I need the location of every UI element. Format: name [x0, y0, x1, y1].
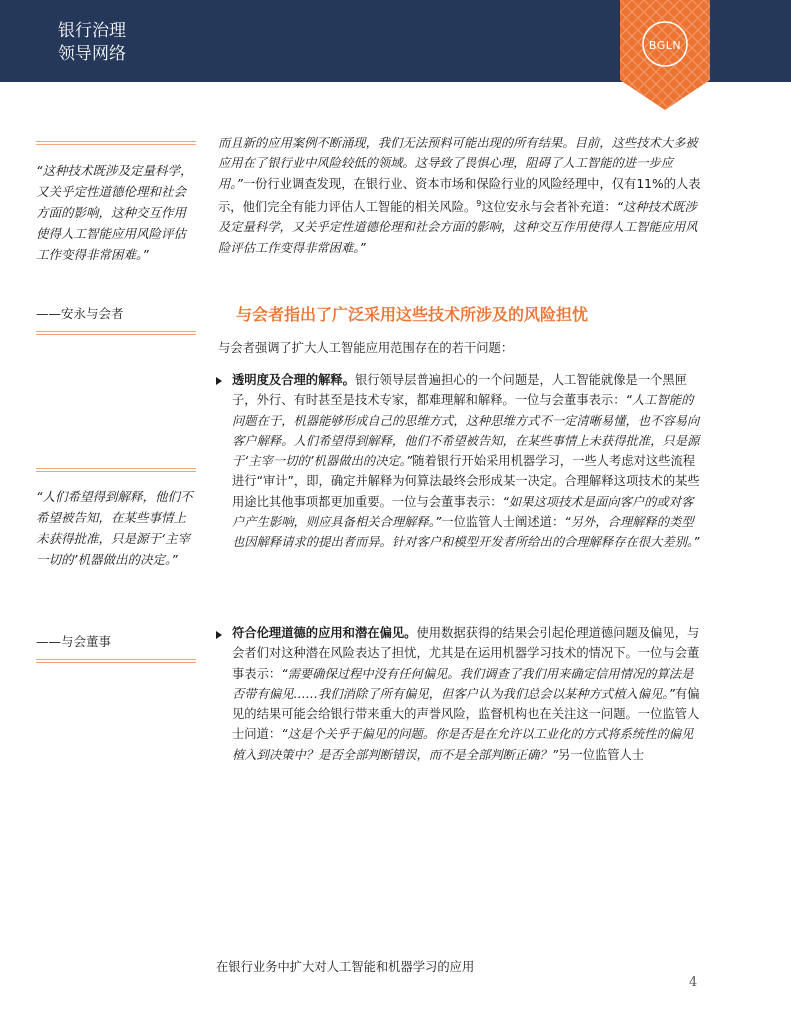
- logo-text: BGLN: [648, 39, 682, 52]
- page-number: 4: [689, 975, 698, 990]
- sidebar-rule: [36, 468, 196, 472]
- header-title-line1: 银行治理: [58, 21, 126, 41]
- section-intro: 与会者强调了扩大人工智能应用范围存在的若干问题：: [218, 341, 514, 355]
- sidebar-rule: [36, 659, 196, 663]
- footer-title: 在银行业务中扩大对人工智能和机器学习的应用: [216, 960, 475, 974]
- sidebar-quote: “这种技术既涉及定量科学，又关乎定性道德伦理和社会方面的影响，这种交互作用使得人工智能应用风险评估工作变得非常困难。”: [36, 163, 193, 262]
- bullet-item: 符合伦理道德的应用和潜在偏见。使用数据获得的结果会引起伦理道德问题及偏见，与会者们对这种潜在风险表达了担忧，尤其是在运用机器学习技术的情况下。一位与会董事表示：“需要确保过程中没有任何偏见。我们调查了我们用来确定信用情况的算法是否带有偏见……我们消除了所有偏见，但客户认为我们总会以某种方式植入偏见。”有偏见的结果可能会给银行带来重大的声誉风险，监督机构也在关注这一问题。一位监管人士问道：“这是个关乎于偏见的问题。你是否是在允许以工业化的方式将系统性的偏见植入到决策中？是否全部判断错误，而不是全部判断正确？”另一位监管人士: [232, 626, 700, 762]
- sidebar-rule: [36, 331, 196, 335]
- sidebar-rule: [36, 141, 196, 145]
- bullet-arrow-icon: [216, 377, 222, 385]
- bullet-arrow-icon: [216, 631, 222, 639]
- bgln-logo: [620, 0, 710, 110]
- sidebar-attribution: ——安永与会者: [36, 306, 124, 321]
- header-title-line2: 领导网络: [58, 44, 126, 64]
- section-heading: 与会者指出了广泛采用这些技术所涉及的风险担忧: [236, 305, 589, 324]
- body-paragraph: 而且新的应用案例不断涌现，我们无法预料可能出现的所有结果。目前，这些技术大多被应用在了银行业中风险较低的领域。这导致了畏惧心理，阻碍了人工智能的进一步应用。”一份行业调查发现，在银行业、资本市场和保险行业的风险经理中，仅有11%的人表示，他们完全有能力评估人工智能的相关风险。$^9$这位安永与会者补充道：“这种技术既涉及定量科学，又关乎定性道德伦理和社会方面的影响，这种交互作用使得人工智能应用风险评估工作变得非常困难。”: [218, 136, 701, 255]
- sidebar-attribution: ——与会董事: [36, 634, 112, 649]
- bullet-item: 透明度及合理的解释。银行领导层普遍担心的一个问题是，人工智能就像是一个黑匣子，外行、有时甚至是技术专家，都难理解和解释。一位与会董事表示：“人工智能的问题在于，机器能够形成自己的思维方式，这种思维方式不一定清晰易懂，也不容易向客户解释。人们希望得到解释，他们不希望被告知，在某些事情上未获得批准，只是源于‘主宰一切的’机器做出的决定。”随着银行开始采用机器学习，一些人考虑对这些流程进行“审计”，即，确定并解释为何算法最终会形成某一决定。合理解释这项技术的某些用途比其他事项都更加重要。一位与会董事表示：“如果这项技术是面向客户的或对客户产生影响，则应具备相关合理解释。”一位监管人士阐述道：“另外，合理解释的类型也因解释请求的提出者而异。针对客户和模型开发者所给出的合理解释存在很大差别。”: [232, 373, 700, 550]
- sidebar-quote: “人们希望得到解释，他们不希望被告知，在某些事情上未获得批准，只是源于‘主宰一切的’机器做出的决定。”: [36, 489, 193, 567]
